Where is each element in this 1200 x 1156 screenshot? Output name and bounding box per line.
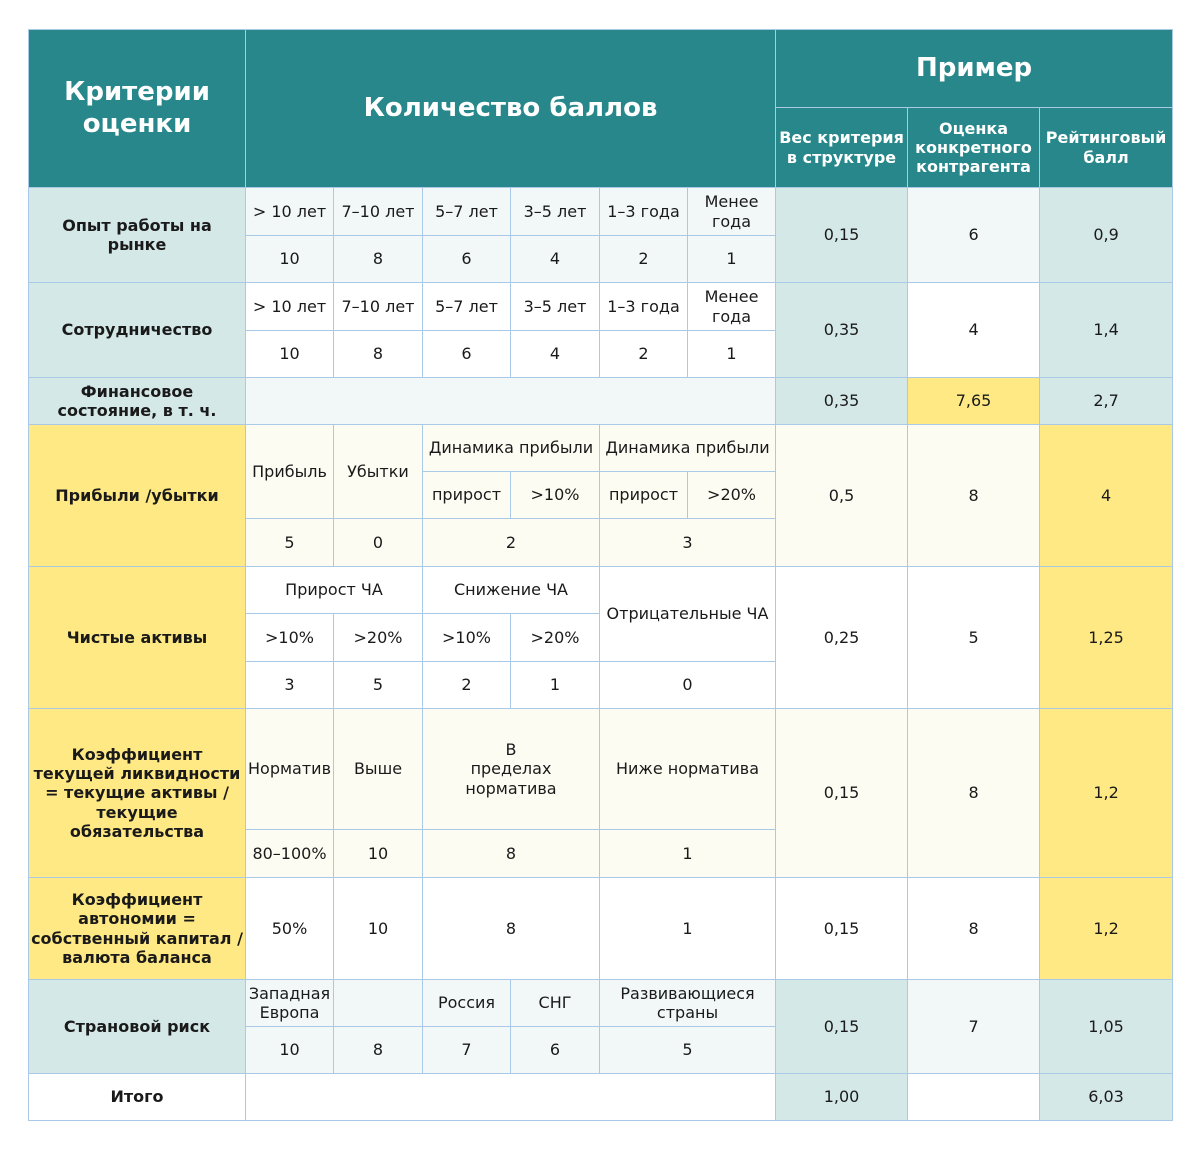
points-cell: 2 <box>600 331 688 378</box>
option-cell: 1–3 года <box>600 188 688 236</box>
points-cell: 8 <box>334 1027 423 1074</box>
criterion-label: Опыт работы на рынке <box>29 188 246 283</box>
points-cell: 1 <box>688 236 776 283</box>
rating-cell: 4 <box>1040 425 1173 567</box>
table-row-total <box>29 1074 1173 1121</box>
option-cell: Норматив <box>246 709 334 830</box>
points-cell: 2 <box>423 519 600 567</box>
option-cell: >10% <box>511 472 600 519</box>
option-cell <box>334 980 423 1027</box>
points-cell: 1 <box>600 878 776 980</box>
table-row-experience <box>29 188 1173 236</box>
assessment-cell: 8 <box>908 709 1040 878</box>
header-example: Пример <box>776 30 1173 108</box>
assessment-cell: 7,65 <box>908 378 1040 425</box>
option-cell: Ниже норматива <box>600 709 776 830</box>
criterion-label: Страновой риск <box>29 980 246 1074</box>
rating-cell: 2,7 <box>1040 378 1173 425</box>
option-cell: >10% <box>246 614 334 662</box>
criterion-label: Сотрудничество <box>29 283 246 378</box>
assessment-cell: 7 <box>908 980 1040 1074</box>
option-cell: >20% <box>334 614 423 662</box>
option-cell: Динамика прибыли <box>600 425 776 472</box>
option-cell: > 10 лет <box>246 283 334 331</box>
option-cell: >20% <box>511 614 600 662</box>
option-cell: >10% <box>423 614 511 662</box>
option-cell: Прирост ЧА <box>246 567 423 614</box>
option-cell: 7–10 лет <box>334 188 423 236</box>
weight-cell: 0,15 <box>776 878 908 980</box>
points-cell: 6 <box>423 331 511 378</box>
points-cell: 10 <box>334 878 423 980</box>
header-weight: Вес критерия в структуре <box>776 108 908 188</box>
assessment-cell: 6 <box>908 188 1040 283</box>
option-cell: Развивающиеся страны <box>600 980 776 1027</box>
points-cell: 0 <box>334 519 423 567</box>
points-cell: 0 <box>600 662 776 709</box>
points-cell: 5 <box>334 662 423 709</box>
rating-cell: 1,4 <box>1040 283 1173 378</box>
assessment-cell <box>908 1074 1040 1121</box>
weight-cell: 0,15 <box>776 188 908 283</box>
rating-cell: 1,05 <box>1040 980 1173 1074</box>
table-row-profit <box>29 425 1173 472</box>
empty-cell <box>246 378 776 425</box>
weight-cell: 0,35 <box>776 283 908 378</box>
points-cell: 4 <box>511 331 600 378</box>
option-cell: Динамика прибыли <box>423 425 600 472</box>
option-cell: Западная Европа <box>246 980 334 1027</box>
table-row-current-ratio <box>29 709 1173 830</box>
option-cell: Выше <box>334 709 423 830</box>
option-cell: 3–5 лет <box>511 188 600 236</box>
points-cell: 8 <box>423 830 600 878</box>
points-cell: 8 <box>423 878 600 980</box>
weight-cell: 0,5 <box>776 425 908 567</box>
points-cell: 10 <box>246 1027 334 1074</box>
points-cell: 3 <box>246 662 334 709</box>
points-cell: 1 <box>688 331 776 378</box>
header-criteria: Критерии оценки <box>29 30 246 188</box>
option-cell: Менее года <box>688 188 776 236</box>
option-cell: Снижение ЧА <box>423 567 600 614</box>
option-cell: прирост <box>423 472 511 519</box>
points-cell: 1 <box>600 830 776 878</box>
points-cell: 6 <box>511 1027 600 1074</box>
header-assessment: Оценка конкретного контрагента <box>908 108 1040 188</box>
points-cell: 8 <box>334 236 423 283</box>
option-cell: 3–5 лет <box>511 283 600 331</box>
points-cell: 10 <box>246 331 334 378</box>
assessment-cell: 8 <box>908 878 1040 980</box>
weight-cell: 0,15 <box>776 709 908 878</box>
criterion-label: Чистые активы <box>29 567 246 709</box>
option-cell: Россия <box>423 980 511 1027</box>
table-row-financial <box>29 378 1173 425</box>
assessment-cell: 8 <box>908 425 1040 567</box>
option-cell: Прибыль <box>246 425 334 519</box>
points-cell: 6 <box>423 236 511 283</box>
weight-cell: 0,35 <box>776 378 908 425</box>
option-cell: прирост <box>600 472 688 519</box>
rating-cell: 1,2 <box>1040 709 1173 878</box>
points-cell: 2 <box>423 662 511 709</box>
rating-cell: 0,9 <box>1040 188 1173 283</box>
option-cell: Менее года <box>688 283 776 331</box>
points-cell: 80–100% <box>246 830 334 878</box>
weight-cell: 1,00 <box>776 1074 908 1121</box>
rating-cell: 1,2 <box>1040 878 1173 980</box>
option-cell: 5–7 лет <box>423 283 511 331</box>
empty-cell <box>246 1074 776 1121</box>
header-rating: Рейтинговый балл <box>1040 108 1173 188</box>
points-cell: 5 <box>246 519 334 567</box>
option-cell: 5–7 лет <box>423 188 511 236</box>
option-cell: В пределах норматива <box>423 709 600 830</box>
weight-cell: 0,25 <box>776 567 908 709</box>
table-row-country <box>29 980 1173 1027</box>
option-cell: Отрицательные ЧА <box>600 567 776 662</box>
points-cell: 7 <box>423 1027 511 1074</box>
points-cell: 10 <box>246 236 334 283</box>
option-cell: СНГ <box>511 980 600 1027</box>
scoring-table <box>28 29 1173 1121</box>
header-points: Количество баллов <box>246 30 776 188</box>
weight-cell: 0,15 <box>776 980 908 1074</box>
rating-cell: 1,25 <box>1040 567 1173 709</box>
criterion-label: Коэффициент текущей ликвидности = текущие активы / текущие обязательства <box>29 709 246 878</box>
table-row-cooperation <box>29 283 1173 331</box>
option-cell: > 10 лет <box>246 188 334 236</box>
points-cell: 10 <box>334 830 423 878</box>
option-cell: 7–10 лет <box>334 283 423 331</box>
points-cell: 4 <box>511 236 600 283</box>
criterion-label: Коэффициент автономии = собственный капитал / валюта баланса <box>29 878 246 980</box>
assessment-cell: 5 <box>908 567 1040 709</box>
points-cell: 1 <box>511 662 600 709</box>
assessment-cell: 4 <box>908 283 1040 378</box>
option-cell: 1–3 года <box>600 283 688 331</box>
criterion-label: Итого <box>29 1074 246 1121</box>
table-row-autonomy <box>29 878 1173 980</box>
criterion-label: Прибыли /убытки <box>29 425 246 567</box>
points-cell: 2 <box>600 236 688 283</box>
option-cell: Убытки <box>334 425 423 519</box>
points-cell: 8 <box>334 331 423 378</box>
rating-cell: 6,03 <box>1040 1074 1173 1121</box>
points-cell: 5 <box>600 1027 776 1074</box>
points-cell: 3 <box>600 519 776 567</box>
criterion-label: Финансовое состояние, в т. ч. <box>29 378 246 425</box>
table-row-net-assets <box>29 567 1173 614</box>
points-cell: 50% <box>246 878 334 980</box>
option-cell: >20% <box>688 472 776 519</box>
